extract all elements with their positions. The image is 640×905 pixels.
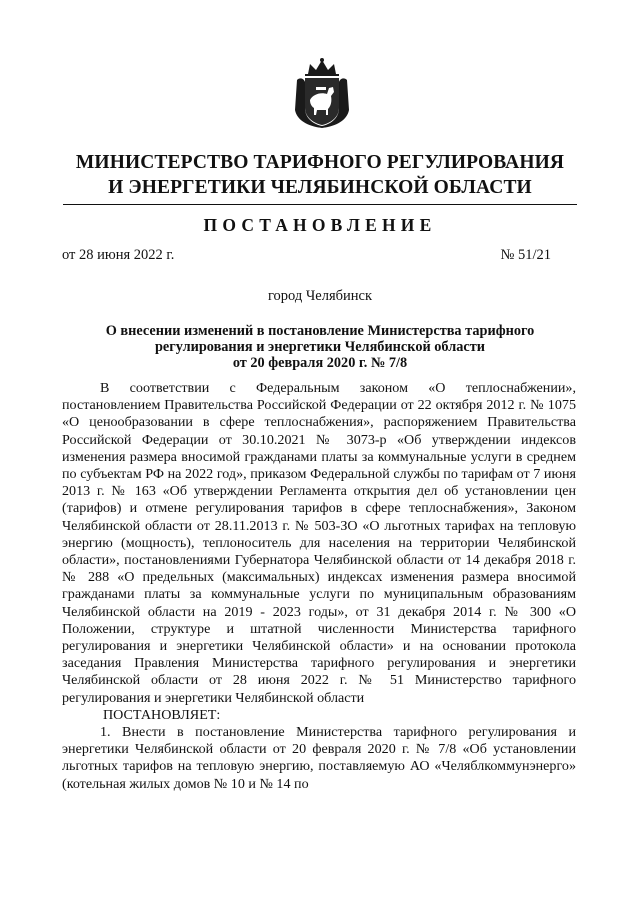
header-divider — [63, 204, 577, 205]
heading-line-3: от 20 февраля 2020 г. № 7/8 — [232, 355, 408, 371]
heading-line-1: О внесении изменений в постановление Министерства тарифного — [105, 323, 535, 339]
document-city: город Челябинск — [267, 288, 373, 304]
ministry-name-line-2: И ЭНЕРГЕТИКИ ЧЕЛЯБИНСКОЙ ОБЛАСТИ — [108, 177, 532, 198]
document-heading — [90, 323, 550, 371]
ministry-name-line-1: МИНИСТЕРСТВО ТАРИФНОГО РЕГУЛИРОВАНИЯ — [75, 152, 565, 173]
preamble-paragraph: В соответствии с Федеральным законом «О теплоснабжении», постановлением Правительства Российской Федерации от 22 октября 2012 г. № 1075 «О ценообразовании в сфере теплоснабжения», распоряжением Правительства Российской Федерации от 30.10.2021 № 3073-р «Об утверждении индексов изменения размера вносимой гражданами платы за коммунальные услуги в среднем по субъектам РФ на 2022 год», приказом Федеральной службы по тарифам от 7 июня 2013 г. № 163 «Об утверждении Регламента открытия дел об установлении цен (тарифов) и отмене регулирования тарифов в сфере теплоснабжения», Законом Челябинской области от 28.11.2013 г. № 503-ЗО «О льготных тарифах на тепловую энергию (мощность), теплоноситель для населения на территории Челябинской области», постановлениями Губернатора Челябинской области от 14 декабря 2018 г. № 288 «О предельных (максимальных) индексах изменения размера вносимой гражданами платы за коммунальные услуги по муниципальным образованиям Челябинской области на 2019 - 2023 годы», от 31 декабря 2014 г. № 300 «О Положении, структуре и штатной численности Министерства тарифного регулирования и энергетики Челябинской области» и на основании протокола заседания Правления Министерства тарифного регулирования и энергетики Челябинской области от 28 июня 2022 г. № 51 Министерство тарифного регулирования и энергетики Челябинской области — [62, 380, 576, 706]
ministry-name — [40, 150, 600, 200]
coat-of-arms-icon — [291, 54, 353, 128]
document-type: ПОСТАНОВЛЕНИЕ — [203, 215, 437, 235]
document-number: № 51/21 — [500, 247, 551, 263]
document-date: от 28 июня 2022 г. — [62, 247, 175, 263]
decree-word: ПОСТАНОВЛЯЕТ: — [103, 706, 221, 723]
heading-line-2: регулирования и энергетики Челябинской области — [154, 339, 485, 355]
item-1-paragraph: 1. Внести в постановление Министерства тарифного регулирования и энергетики Челябинской области от 20 февраля 2020 г. № 7/8 «Об установлении льготных тарифов на тепловую энергию, поставляемую АО «Челяблкоммунэнерго» (котельная жилых домов № 10 и № 14 по — [62, 724, 576, 792]
document-body — [62, 380, 576, 793]
